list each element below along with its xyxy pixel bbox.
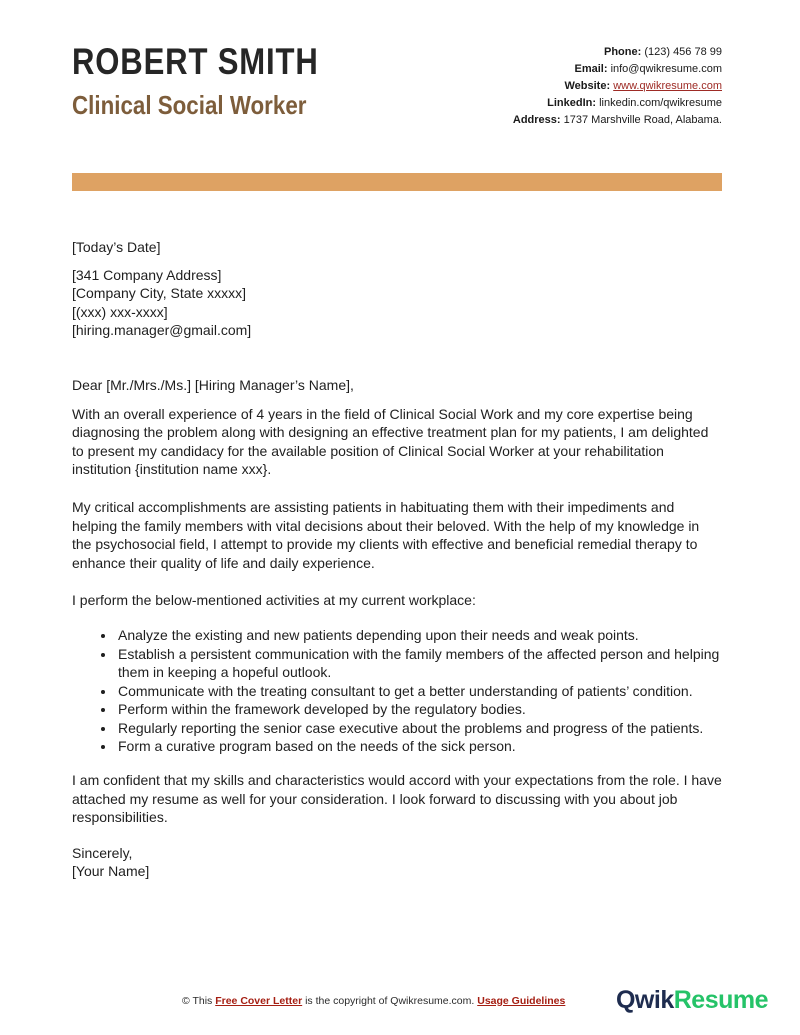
logo-resume-text: Resume	[673, 986, 768, 1014]
free-cover-letter-link[interactable]: Free Cover Letter	[215, 994, 303, 1007]
contact-block	[513, 44, 722, 129]
salutation: Dear [Mr./Mrs./Ms.] [Hiring Manager’s Name],	[72, 376, 354, 393]
email-label: Email:	[574, 63, 608, 75]
responsibility-item: • Establish a persistent communication with the family members of the affected person and helping them in keeping a hopeful outlook.	[116, 645, 722, 682]
website-label: Website:	[564, 80, 611, 92]
copyright-text	[182, 995, 565, 1007]
job-title: Clinical Social Worker	[72, 89, 307, 120]
email-value: info@qwikresume.com	[610, 63, 722, 75]
recipient-line: [341 Company Address]	[72, 266, 222, 283]
contact-line-email	[513, 61, 722, 78]
identity-block	[72, 42, 366, 119]
signoff-block	[72, 844, 722, 881]
closing-paragraph: I am confident that my skills and characteristics would accord with your expectations from the role. I have attached my resume as well for your consideration. I look forward to discussing with you about job responsibilities.	[72, 772, 722, 826]
address-label: Address:	[512, 114, 561, 126]
linkedin-value: linkedin.com/qwikresume	[599, 97, 722, 109]
contact-line-linkedin	[513, 95, 722, 112]
body-paragraph: My critical accomplishments are assisting patients in habituating them with their impediments and helping the family members with vital decisions about their beloved. With the help of my knowledge in the psychosocial field, I attempt to provide my clients with effective and beneficial remedial therapy to enhance their quality of life and daily experience.	[72, 498, 700, 571]
signature-placeholder: [Your Name]	[72, 863, 150, 880]
body-paragraph: With an overall experience of 4 years in the field of Clinical Social Work and my core expertise being diagnosing the problem along with designing an effective treatment plan for my patients, I am delighted to present my candidacy for the available position of Clinical Social Worker at your rehabilitation institution {institution name xxx}.	[72, 405, 709, 478]
recipient-block	[72, 266, 722, 340]
body-paragraph: I perform the below-mentioned activities at my current workplace:	[72, 592, 476, 609]
phone-value: (123) 456 78 99	[644, 46, 722, 58]
responsibility-item: • Regularly reporting the senior case executive about the problems and progress of the patients.	[116, 719, 722, 738]
copyright-prefix: © This	[182, 994, 216, 1007]
letter-body	[72, 238, 722, 881]
qwikresume-logo	[616, 986, 768, 1015]
candidate-name: ROBERT SMITH	[72, 41, 319, 82]
phone-label: Phone:	[603, 46, 642, 58]
responsibility-item: • Analyze the existing and new patients depending upon their needs and weak points.	[116, 626, 722, 645]
address-value: 1737 Marshville Road, Alabama.	[563, 114, 722, 126]
date-placeholder: [Today’s Date]	[72, 239, 161, 255]
header	[72, 42, 722, 129]
contact-line-website	[513, 78, 722, 95]
recipient-line: [hiring.manager@gmail.com]	[72, 322, 252, 339]
website-link[interactable]: www.qwikresume.com	[613, 80, 722, 92]
signoff: Sincerely,	[72, 844, 133, 861]
usage-guidelines-link[interactable]: Usage Guidelines	[477, 994, 566, 1007]
responsibility-item: • Perform within the framework developed by the regulatory bodies.	[116, 700, 722, 719]
responsibility-item: • Communicate with the treating consultant to get a better understanding of patients’ condition.	[116, 682, 722, 701]
contact-line-address	[513, 112, 722, 129]
accent-bar	[72, 173, 722, 191]
contact-line-phone	[513, 44, 722, 61]
recipient-line: [Company City, State xxxxx]	[72, 285, 247, 302]
logo-qwik-text: Qwik	[615, 986, 674, 1014]
responsibility-item: • Form a curative program based on the needs of the sick person.	[116, 737, 722, 756]
footer	[0, 986, 800, 1015]
responsibilities-list	[72, 626, 722, 756]
recipient-line: [(xxx) xxx-xxxx]	[72, 303, 168, 320]
linkedin-label: LinkedIn:	[547, 97, 597, 109]
copyright-middle: is the copyright of Qwikresume.com.	[302, 994, 478, 1007]
